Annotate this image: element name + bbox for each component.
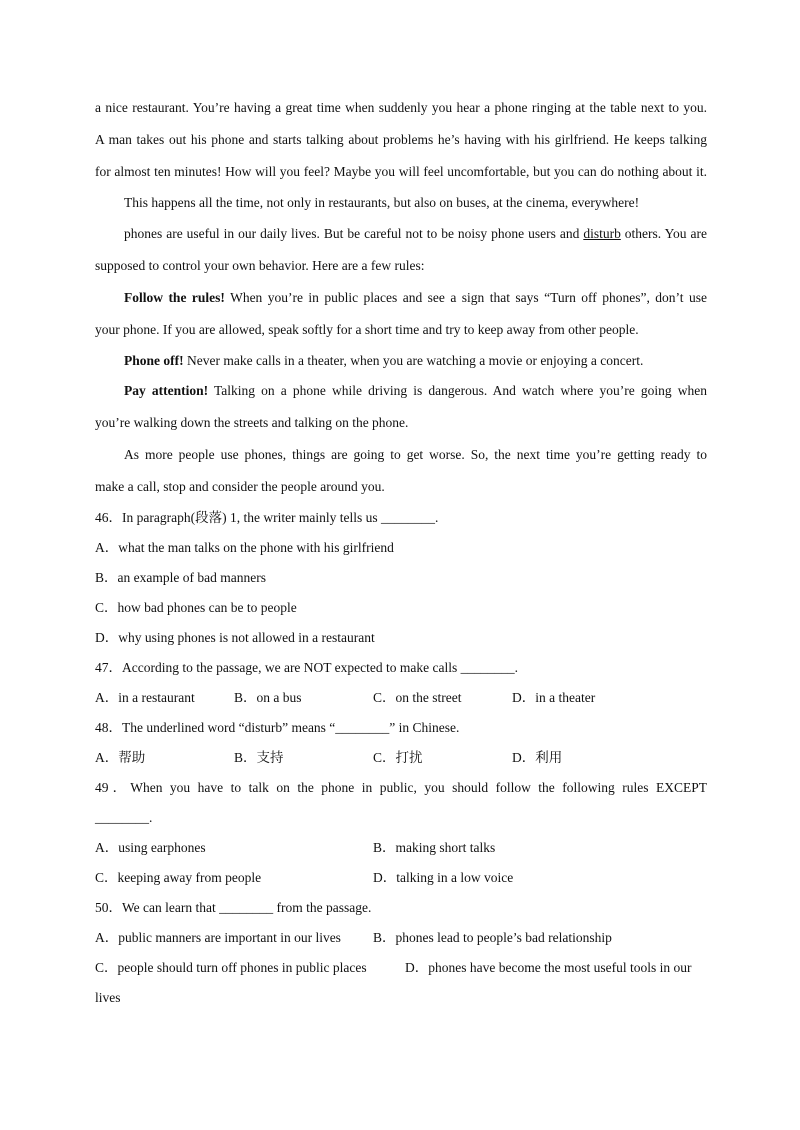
question-stem: 50．We can learn that ________ from the passage. bbox=[95, 900, 372, 915]
passage-line: for almost ten minutes! How will you feel? Maybe you will feel uncomfortable, but you can do nothing about it. bbox=[95, 164, 707, 179]
option-c: C．on the street bbox=[373, 690, 462, 705]
option-c: C．打扰 bbox=[373, 750, 423, 765]
option-a: A．public manners are important in our lives bbox=[95, 930, 341, 945]
option-d: D．in a theater bbox=[512, 690, 596, 705]
option-a: A．in a restaurant bbox=[95, 690, 195, 705]
question-stem: 47．According to the passage, we are NOT expected to make calls ________. bbox=[95, 660, 518, 675]
passage-line: supposed to control your own behavior. Here are a few rules: bbox=[95, 257, 425, 273]
option-d: D．why using phones is not allowed in a restaurant bbox=[95, 630, 375, 645]
document-page bbox=[95, 92, 707, 1013]
passage-line: make a call, stop and consider the people around you. bbox=[95, 479, 385, 494]
question-stem: 48．The underlined word “disturb” means “________” in Chinese. bbox=[95, 720, 460, 735]
question-46 bbox=[95, 503, 707, 653]
question-50 bbox=[95, 893, 707, 1013]
option-b: B．an example of bad manners bbox=[95, 570, 266, 585]
rule-title: Phone off! bbox=[124, 352, 184, 368]
question-48 bbox=[95, 713, 707, 773]
passage-paragraph: phones are useful in our daily lives. But be careful not to be noisy phone users and disturb others. You are bbox=[124, 225, 707, 241]
option-a: A．帮助 bbox=[95, 750, 146, 765]
rule-title: Pay attention! bbox=[124, 383, 209, 398]
option-c: C．keeping away from people bbox=[95, 870, 262, 885]
rule-paragraph: Pay attention! Talking on a phone while driving is dangerous. And watch where you’re going when bbox=[124, 383, 707, 398]
option-b: B．making short talks bbox=[373, 840, 496, 855]
option-a: A．using earphones bbox=[95, 840, 206, 855]
option-c: C．people should turn off phones in public places bbox=[95, 960, 367, 975]
options-row bbox=[95, 923, 707, 953]
option-d-continued: lives bbox=[95, 990, 121, 1005]
passage-line: A man takes out his phone and starts talking about problems he’s having with his girlfriend. He keeps talking bbox=[95, 132, 707, 147]
option-d: D．talking in a low voice bbox=[373, 870, 514, 885]
options-row bbox=[95, 833, 707, 863]
options-row bbox=[95, 683, 707, 713]
underlined-word: disturb bbox=[583, 225, 621, 241]
option-d: D．phones have become the most useful tools in our bbox=[405, 960, 692, 975]
options-row bbox=[95, 863, 707, 893]
options-row bbox=[95, 953, 707, 983]
passage-paragraph: As more people use phones, things are going to get worse. So, the next time you’re getting ready to bbox=[124, 447, 707, 462]
question-stem: 46．In paragraph(段落) 1, the writer mainly tells us ________. bbox=[95, 510, 439, 525]
question-47 bbox=[95, 653, 707, 713]
passage bbox=[95, 92, 707, 503]
question-49 bbox=[95, 773, 707, 893]
passage-paragraph: This happens all the time, not only in restaurants, but also on buses, at the cinema, everywhere! bbox=[124, 195, 640, 210]
option-a: A．what the man talks on the phone with his girlfriend bbox=[95, 540, 394, 555]
passage-line: a nice restaurant. You’re having a great time when suddenly you hear a phone ringing at the table next to you. bbox=[95, 100, 707, 115]
passage-line: you’re walking down the streets and talking on the phone. bbox=[95, 415, 409, 430]
option-d: D．利用 bbox=[512, 750, 563, 765]
questions bbox=[95, 503, 707, 1013]
rule-title: Follow the rules! bbox=[124, 289, 225, 305]
rule-paragraph: Follow the rules! When you’re in public places and see a sign that says “Turn off phones”, don’t use bbox=[124, 289, 707, 305]
option-b: B．on a bus bbox=[234, 690, 302, 705]
rule-paragraph: Phone off! Never make calls in a theater, when you are watching a movie or enjoying a concert. bbox=[124, 352, 644, 368]
question-stem: 49．When you have to talk on the phone in public, you should follow the following rules EXCEPT bbox=[95, 780, 707, 795]
option-c: C．how bad phones can be to people bbox=[95, 600, 297, 615]
question-stem-continued: ________. bbox=[95, 810, 153, 825]
option-b: B．phones lead to people’s bad relationship bbox=[373, 930, 612, 945]
options-row bbox=[95, 743, 707, 773]
passage-line: your phone. If you are allowed, speak softly for a short time and try to keep away from other people. bbox=[95, 321, 639, 337]
option-b: B．支持 bbox=[234, 750, 284, 765]
